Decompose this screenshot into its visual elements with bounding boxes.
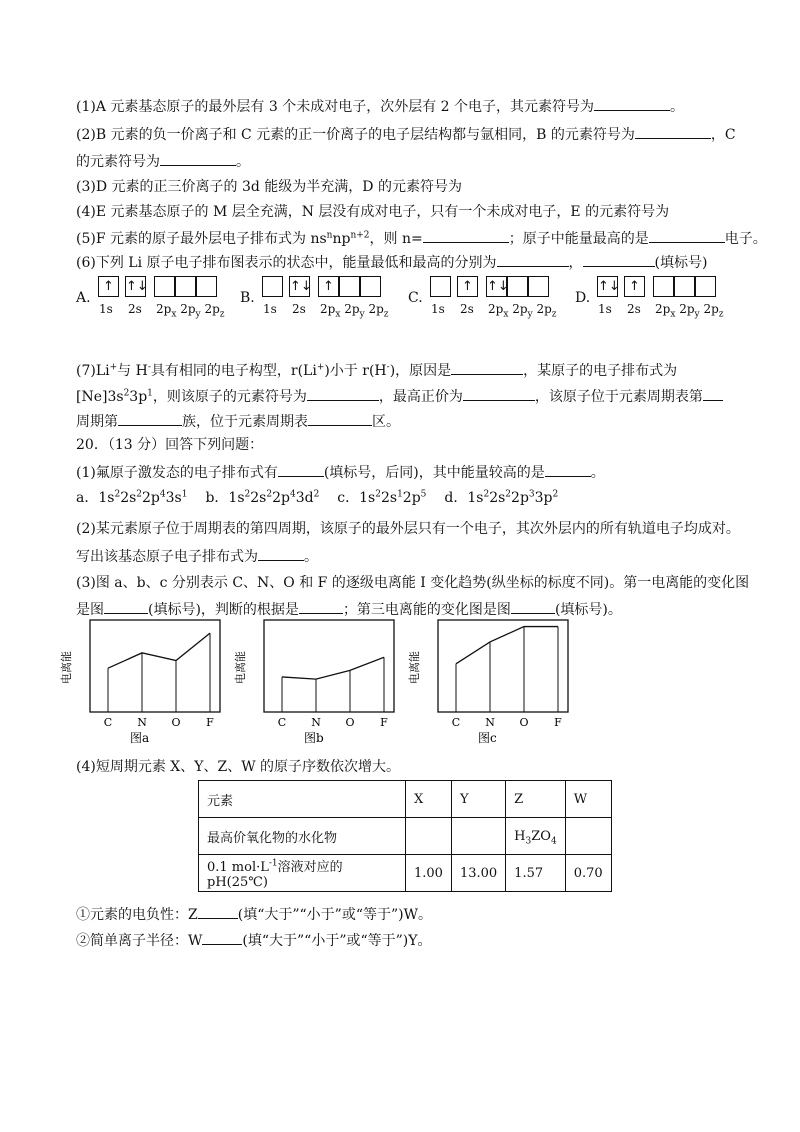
question-text: (7)Li: [76, 363, 110, 379]
question-text: 区。: [372, 414, 400, 430]
q7-line: [76, 360, 677, 380]
question-text: (填标号): [654, 255, 708, 271]
orbital-box: [196, 276, 217, 297]
table-cell: [565, 818, 611, 855]
orbital-box: [528, 276, 549, 297]
orbital-box: [262, 276, 283, 297]
orbital-box: ↑↓: [486, 276, 507, 297]
answer-blank[interactable]: [497, 252, 569, 267]
x-tick-label: N: [137, 716, 147, 729]
table-cell: [199, 855, 406, 892]
q2-line: [76, 124, 736, 144]
table-cell: [406, 818, 452, 855]
config-choice: a．$1s^22s^22p^43s^1$: [76, 489, 188, 506]
superscript: n+2: [350, 230, 370, 241]
answer-blank[interactable]: [463, 386, 535, 401]
orbital-label: $2p_x$ $2p_y$ $2p_z$: [156, 302, 225, 320]
table-row: [199, 855, 612, 892]
formula-part: ZO: [531, 828, 551, 844]
table-cell: 元素: [199, 781, 406, 818]
orbital-box: ↑: [98, 276, 119, 297]
orbital-label: 1s: [99, 302, 113, 316]
orbital-box: [430, 276, 451, 297]
answer-blank[interactable]: [308, 411, 372, 426]
question-text: (填标号)。: [554, 602, 622, 618]
q5-line: [76, 228, 767, 248]
question-text: (填“大于”“小于”或“等于”)W。: [237, 907, 432, 923]
orbital-box: ↑↓: [125, 276, 146, 297]
option-letter: A.: [76, 290, 91, 306]
question-text: (3)D 元素的正三价离子的 3d 能级为半充满，D 的元素符号为: [76, 179, 462, 195]
question-text: 周期第: [76, 414, 118, 430]
q4-line: [76, 203, 669, 221]
table-cell: 1.57: [506, 855, 566, 892]
question-text: ，该原子位于元素周期表第: [534, 389, 703, 405]
config-choice: b．$1s^22s^22p^43d^2$: [205, 489, 320, 506]
formula-part: H: [514, 828, 526, 844]
orbital-box: ↑: [318, 276, 339, 297]
question-text: ，: [568, 255, 583, 271]
x-tick-label: N: [311, 716, 321, 729]
table-cell: 1.00: [406, 855, 452, 892]
question-heading: 20．（13 分）回答下列问题：: [76, 437, 264, 453]
q6-line: [76, 252, 707, 272]
question-text: (2)某元素原子位于周期表的第四周期，该原子的最外层只有一个电子，其次外层内的所有轨道电子均成对。: [76, 521, 740, 537]
answer-blank[interactable]: [423, 228, 509, 243]
table-cell: [506, 818, 566, 855]
superscript: -: [386, 362, 390, 373]
answer-blank[interactable]: [202, 930, 242, 945]
superscript: +: [316, 362, 325, 373]
superscript: +: [109, 362, 118, 373]
ionization-chart: [234, 620, 394, 750]
question-text: [Ne]3s: [76, 389, 124, 405]
answer-blank[interactable]: [594, 96, 670, 111]
x-tick-label: O: [345, 716, 355, 729]
subscript: 4: [550, 836, 557, 847]
question-text: ，则 n=: [369, 231, 423, 247]
orbital-box: [653, 276, 674, 297]
question-text: (4)E 元素基态原子的 M 层全充满，N 层没有成对电子，只有一个未成对电子，E 的元素符号为: [76, 204, 670, 220]
superscript: 1: [147, 388, 153, 399]
answer-blank[interactable]: [635, 124, 711, 139]
orbital-box: [175, 276, 196, 297]
orbital-box: ↑↓: [289, 276, 310, 297]
x-tick-label: O: [519, 716, 529, 729]
orbital-box: [339, 276, 360, 297]
q20-4-item1: [76, 904, 432, 924]
q7-line-b: [76, 386, 723, 406]
question-text: 与 H: [117, 363, 148, 379]
question-text: ②简单离子半径：W: [76, 933, 203, 949]
question-text: ①元素的电负性：Z: [76, 907, 198, 923]
table-cell: Y: [451, 781, 505, 818]
table-cell: X: [406, 781, 452, 818]
chart-title: 图a: [130, 731, 150, 745]
question-text: ；第三电离能的变化图是图: [342, 602, 511, 618]
orbital-box: ↑↓: [597, 276, 618, 297]
table-cell: W: [565, 781, 611, 818]
answer-blank[interactable]: [703, 386, 723, 401]
question-text: 电子。: [724, 231, 767, 247]
question-text: (填标号，后同)，其中能量较高的是: [323, 465, 545, 481]
question-text: ，C: [710, 127, 736, 143]
orbital-label: $2p_x$ $2p_y$ $2p_z$: [320, 302, 389, 320]
element-table: [198, 780, 612, 892]
orbital-label: $2p_x$ $2p_y$ $2p_z$: [488, 302, 557, 320]
question-text: 写出该基态原子电子排布式为: [76, 549, 258, 565]
question-text: ，最高正价为: [378, 389, 463, 405]
table-row: [199, 781, 612, 818]
superscript: 2: [123, 388, 130, 399]
answer-blank[interactable]: [258, 546, 304, 561]
orbital-box: [154, 276, 175, 297]
series-line: [282, 657, 384, 679]
chart-title: 图c: [478, 731, 497, 745]
config-choice: c．$1s^22s^12p^5$: [337, 489, 427, 506]
orbital-label: 1s: [598, 302, 612, 316]
orbital-box: ↑: [457, 276, 478, 297]
cell-text: 0.1 mol·L: [207, 860, 269, 875]
answer-blank[interactable]: [511, 599, 555, 614]
chart-frame: [438, 620, 568, 712]
x-tick-label: F: [206, 716, 214, 729]
superscript: -1: [268, 858, 278, 869]
orbital-label: 1s: [263, 302, 277, 316]
chart-frame: [264, 620, 394, 712]
q20-4-item2: [76, 930, 432, 950]
table-cell: Z: [506, 781, 566, 818]
question-text: )，原因是: [389, 363, 452, 379]
question-text: (1)氟原子激发态的电子排布式有: [76, 465, 278, 481]
orbital-box: [695, 276, 716, 297]
answer-blank[interactable]: [278, 462, 324, 477]
x-tick-label: C: [103, 716, 113, 729]
orbital-box: [674, 276, 695, 297]
answer-blank[interactable]: [583, 252, 655, 267]
q20-1-line: [76, 462, 605, 482]
question-text: ，则该原子的元素符号为: [152, 389, 307, 405]
chart-title: 图b: [304, 731, 324, 745]
question-text: (填标号)，判断的根据是: [148, 602, 299, 618]
orbital-label: 2s: [128, 302, 142, 316]
question-text: 具有相同的电子构型，r(Li: [150, 363, 317, 379]
config-choice: d．$1s^22s^22p^33p^2$: [444, 489, 559, 506]
question-text: 的元素符号为: [76, 154, 160, 170]
x-tick-label: F: [380, 716, 388, 729]
y-axis-label: 电离能: [60, 651, 73, 684]
chart-frame: [90, 620, 220, 712]
question-text: (2)B 元素的负一价离子和 C 元素的正一价离子的电子层结构都与氩相同，B 的元素符号为: [76, 127, 635, 143]
question-text: ；原子中能量最高的是: [508, 231, 649, 247]
cell-text: 溶液对应的pH(25℃): [207, 860, 343, 890]
q20-heading: [76, 436, 263, 454]
answer-blank[interactable]: [545, 462, 591, 477]
answer-blank[interactable]: [104, 599, 148, 614]
q20-3-line: [76, 574, 749, 592]
question-text: ，某原子的电子排布式为: [523, 363, 678, 379]
table-cell: [451, 818, 505, 855]
question-text: (5)F 元素的原子最外层电子排布式为 ns: [76, 231, 327, 247]
x-tick-label: O: [171, 716, 181, 729]
question-text: 族，位于元素周期表: [182, 414, 308, 430]
y-axis-label: 电离能: [408, 651, 421, 684]
q3-line: [76, 178, 462, 196]
orbital-box: [360, 276, 381, 297]
q2-line-b: [76, 151, 250, 171]
orbital-label: 2s: [460, 302, 474, 316]
question-text: (4)短周期元素 X、Y、Z、W 的原子序数依次增大。: [76, 759, 401, 775]
question-text: 是图: [76, 602, 104, 618]
q20-3-line-b: [76, 599, 622, 619]
answer-blank[interactable]: [451, 360, 523, 375]
x-tick-label: C: [277, 716, 287, 729]
table-cell: 0.70: [565, 855, 611, 892]
table-cell: 最高价氧化物的水化物: [199, 818, 406, 855]
question-text: 。: [236, 154, 250, 170]
answer-blank[interactable]: [198, 904, 238, 919]
q20-2-line-b: [76, 546, 318, 566]
question-text: (1)A 元素基态原子的最外层有 3 个未成对电子，次外层有 2 个电子，其元素符号为: [76, 99, 595, 115]
option-letter: B.: [240, 290, 255, 306]
question-text: 3p: [129, 389, 148, 405]
orbital-label: $2p_x$ $2p_y$ $2p_z$: [655, 302, 724, 320]
x-tick-label: N: [485, 716, 495, 729]
ionization-chart: [60, 620, 220, 750]
q1-line: [76, 96, 684, 116]
answer-blank[interactable]: [649, 228, 725, 243]
ionization-chart: [408, 620, 568, 750]
question-text: (3)图 a、b、c 分别表示 C、N、O 和 F 的逐级电离能 I 变化趋势(纵坐标的标度不同)。第一电离能的变化图: [76, 575, 750, 591]
orbital-label: 2s: [627, 302, 641, 316]
orbital-box: ↑: [624, 276, 645, 297]
x-tick-label: F: [554, 716, 562, 729]
subscript: 3: [525, 836, 532, 847]
orbital-label: 1s: [431, 302, 445, 316]
answer-blank[interactable]: [299, 599, 343, 614]
option-letter: D.: [575, 290, 591, 306]
question-text: 。: [670, 99, 685, 115]
q20-choices: [76, 489, 576, 507]
y-axis-label: 电离能: [234, 651, 247, 684]
answer-blank[interactable]: [307, 386, 379, 401]
orbital-label: 2s: [292, 302, 306, 316]
question-text: )小于 r(H: [324, 363, 387, 379]
table-row: [199, 818, 612, 855]
option-letter: C.: [408, 290, 423, 306]
q7-line-c: [76, 411, 400, 431]
question-text: (6)下列 Li 原子电子排布图表示的状态中，能量最低和最高的分别为: [76, 255, 497, 271]
x-tick-label: C: [451, 716, 461, 729]
superscript: -: [147, 362, 151, 373]
answer-blank[interactable]: [118, 411, 182, 426]
question-text: np: [332, 231, 351, 247]
q20-2-line: [76, 520, 740, 538]
question-text: (填“大于”“小于”或“等于”)Y。: [242, 933, 432, 949]
answer-blank[interactable]: [160, 151, 236, 166]
q20-4-line: [76, 758, 400, 776]
question-text: 。: [304, 549, 318, 565]
question-text: 。: [590, 465, 605, 481]
superscript: n: [326, 230, 333, 241]
series-line: [108, 633, 210, 668]
table-cell: 13.00: [451, 855, 505, 892]
orbital-box: [507, 276, 528, 297]
series-line: [456, 627, 558, 664]
